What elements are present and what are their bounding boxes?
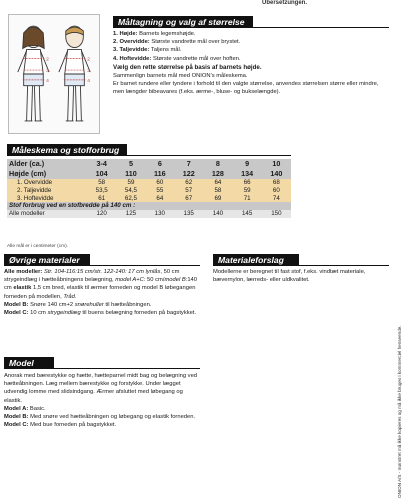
size-advice-bold: Vælg den rette størrelse på basis af barnets højde. bbox=[113, 63, 262, 71]
height-cell: 104 bbox=[87, 169, 116, 179]
row-label: 3. Hoftevidde bbox=[7, 195, 87, 203]
size-chart-header: Måleskema og stofforbrug bbox=[7, 144, 127, 156]
other-materials-header: Øvrige materialer bbox=[4, 254, 90, 266]
children-measurement-illustration bbox=[8, 14, 100, 134]
table-cell: 68 bbox=[262, 179, 291, 187]
svg-text:2: 2 bbox=[87, 57, 90, 63]
table-cell: 54,5 bbox=[116, 187, 145, 195]
table-cell: 60 bbox=[146, 179, 175, 187]
table-cell: 67 bbox=[174, 195, 203, 203]
table-cell: 59 bbox=[116, 179, 145, 187]
fabric-row bbox=[7, 210, 291, 218]
material-suggestion-text: Modellerne er beregnet til fast stof, f.eks. vindtæt materiale, bævernylon, lærreds- eller uldkvalitet. bbox=[213, 269, 366, 284]
table-cell: 58 bbox=[87, 179, 116, 187]
measurement-item: 3. Taljevidde: Taljens mål. bbox=[113, 47, 182, 54]
fabric-cell: 125 bbox=[116, 210, 145, 218]
measurement-item: 4. Hoftevidde: Største vandrette mål over hoften. bbox=[113, 55, 241, 62]
model-b-paragraph: Model B: Snøre 140 cm+2 snørehuller til hætteåbningen. bbox=[4, 301, 152, 308]
fabric-label: Stof forbrug ved en stofbredde på 140 cm : bbox=[7, 202, 291, 210]
fabric-cell: 140 bbox=[203, 210, 232, 218]
other-materials-text bbox=[4, 268, 200, 317]
height-label: Højde (cm) bbox=[7, 169, 87, 179]
copyright-side-note bbox=[390, 280, 402, 498]
svg-text:2: 2 bbox=[46, 57, 49, 63]
fabric-cell: 130 bbox=[146, 210, 175, 218]
measurement-section-header: Måltagning og valg af størrelse bbox=[113, 16, 253, 28]
age-cell: 5 bbox=[116, 159, 145, 169]
model-c-paragraph: Model C: 10 cm strygeindlæg til buens belægning forneden på bagstykket. bbox=[4, 310, 197, 317]
table-cell: 66 bbox=[233, 179, 262, 187]
age-row bbox=[7, 159, 291, 169]
fabric-cell: 150 bbox=[262, 210, 291, 218]
size-chart-table bbox=[7, 159, 291, 218]
table-cell: 57 bbox=[174, 187, 203, 195]
model-description bbox=[4, 372, 200, 429]
age-cell: 3-4 bbox=[87, 159, 116, 169]
row-label: 1. Overvidde bbox=[7, 179, 87, 187]
age-cell: 7 bbox=[174, 159, 203, 169]
table-cell: 71 bbox=[233, 195, 262, 203]
size-advice-adjust: Er barnet rundere eller tyndere i forhold til den valgte størrelse, anvendes størrelsen større eller mindre, men længder bibeavares (f.eks. ærme-, bluse- og bukselængde). bbox=[113, 81, 379, 96]
model-item: Model B: Med snøre ved hætteåbningen og løbegang og elastik forneden. bbox=[4, 414, 196, 421]
model-item: Model A: Basic. bbox=[4, 405, 46, 412]
table-cell: 59 bbox=[233, 187, 262, 195]
fabric-cell: 145 bbox=[233, 210, 262, 218]
row-label: 2. Taljevidde bbox=[7, 187, 87, 195]
model-intro: Anorak med bærestykke og hætte, hætteparnel midt bag og belægning ved hætteåbningen. Læg mellem bærestykke og forstykke. Under lægget udvendig lomme med slidsindgang. Ærmer afsluttet med løbegang og elastik. bbox=[4, 373, 198, 404]
measurement-row bbox=[7, 195, 291, 203]
table-cell: 64 bbox=[146, 195, 175, 203]
fabric-cell: 120 bbox=[87, 210, 116, 218]
all-models-paragraph: Alle modeller: Str. 104-116:15 cm/str. 122-140: 17 cm lynlås, 50 cm strygeindlæg i hætteåbningens belægning, model A+C: 50 cm/model B:140 cm elastik 1,5 cm bred, elastik til ærmer forneden og model B løbegangen forneden på modellen, Tråd. bbox=[4, 269, 197, 300]
all-models-label: Alle modeller bbox=[7, 210, 87, 218]
svg-text:4: 4 bbox=[46, 78, 49, 84]
measurement-row bbox=[7, 179, 291, 187]
table-cell: 62 bbox=[174, 179, 203, 187]
material-suggestion-header-rule bbox=[299, 265, 389, 266]
age-label: Alder (ca.) bbox=[7, 159, 87, 169]
age-cell: 9 bbox=[233, 159, 262, 169]
measurement-header-rule bbox=[253, 27, 389, 28]
table-cell: 53,5 bbox=[87, 187, 116, 195]
age-cell: 10 bbox=[262, 159, 291, 169]
measurement-item: 2. Overvidde: Største vandrette mål over brystet. bbox=[113, 39, 241, 46]
measurement-instructions bbox=[113, 30, 391, 97]
table-cell: 61 bbox=[87, 195, 116, 203]
measurement-item: 1. Højde: Barnets legemshøjde. bbox=[113, 31, 196, 37]
table-cell: 64 bbox=[203, 179, 232, 187]
height-cell: 110 bbox=[116, 169, 145, 179]
units-footnote: Alle mål er i centimeter (cm). bbox=[7, 244, 69, 249]
model-header: Model bbox=[4, 357, 54, 369]
children-figure-drawing bbox=[9, 15, 99, 133]
height-cell: 116 bbox=[146, 169, 175, 179]
table-cell: 55 bbox=[146, 187, 175, 195]
top-cut-text: Übersetzungen. bbox=[262, 0, 308, 6]
height-cell: 122 bbox=[174, 169, 203, 179]
size-advice-compare: Sammenlign barnets mål med ONION's måleskema. bbox=[113, 73, 248, 80]
svg-text:3: 3 bbox=[87, 69, 90, 75]
height-row bbox=[7, 169, 291, 179]
copyright-text: ONION A/S - mønstret må ikke kopieres og må ikke bruges i kommerciel henseende. bbox=[397, 325, 402, 498]
table-cell: 74 bbox=[262, 195, 291, 203]
other-materials-header-rule bbox=[90, 265, 200, 266]
height-cell: 128 bbox=[203, 169, 232, 179]
table-cell: 69 bbox=[203, 195, 232, 203]
fabric-header-row bbox=[7, 202, 291, 210]
height-cell: 134 bbox=[233, 169, 262, 179]
svg-text:4: 4 bbox=[87, 78, 90, 84]
svg-text:3: 3 bbox=[46, 69, 49, 75]
model-header-rule bbox=[54, 368, 200, 369]
age-cell: 6 bbox=[146, 159, 175, 169]
table-cell: 60 bbox=[262, 187, 291, 195]
height-cell: 140 bbox=[262, 169, 291, 179]
model-item: Model C: Med bue forneden på bagstykket. bbox=[4, 422, 117, 429]
table-cell: 58 bbox=[203, 187, 232, 195]
measurement-row bbox=[7, 187, 291, 195]
size-chart-header-rule bbox=[127, 155, 291, 156]
material-suggestion-header: Materialeforslag bbox=[213, 254, 299, 266]
fabric-cell: 135 bbox=[174, 210, 203, 218]
table-cell: 62,5 bbox=[116, 195, 145, 203]
age-cell: 8 bbox=[203, 159, 232, 169]
